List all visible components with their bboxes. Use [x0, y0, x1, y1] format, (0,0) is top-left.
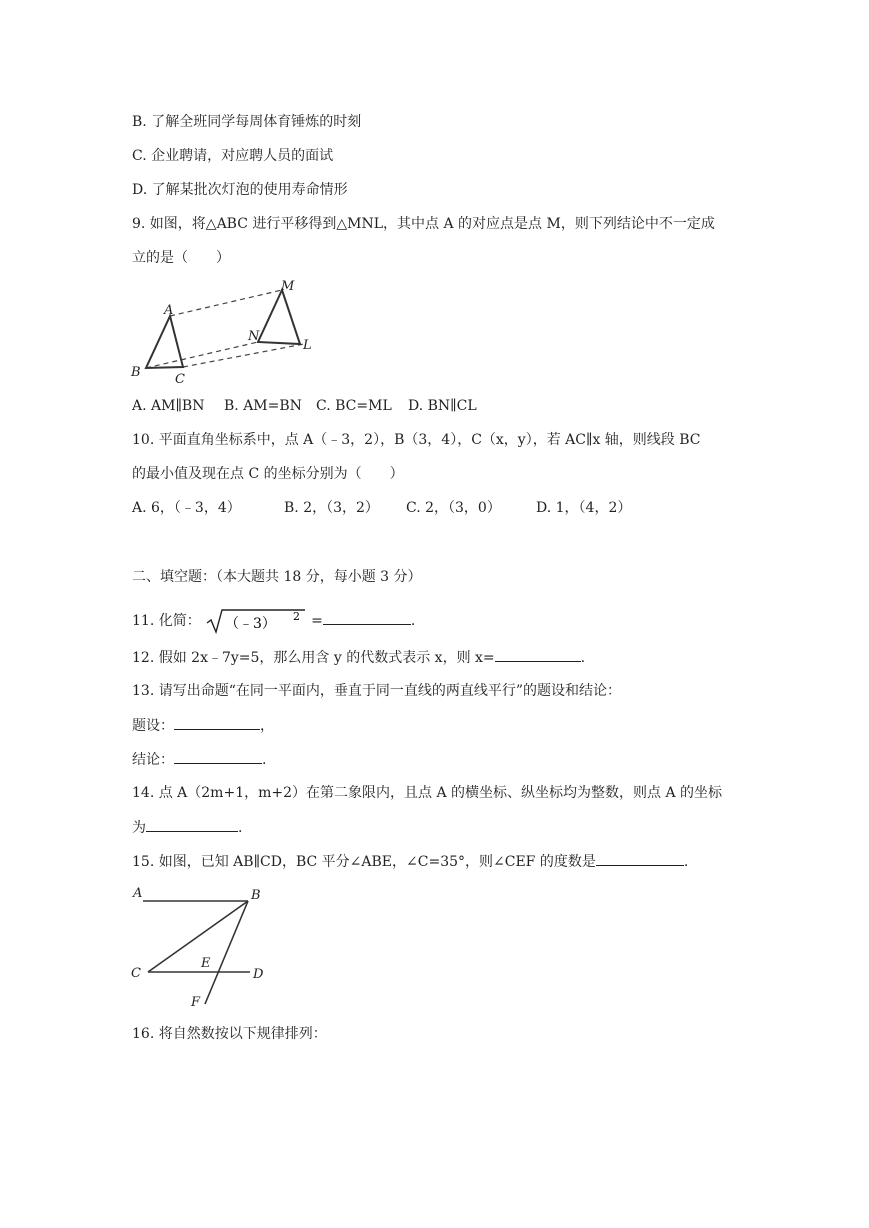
q13-premise [132, 715, 274, 736]
q8-option-c: C. 企业聘请，对应聘人员的面试 [132, 148, 334, 164]
q13-stem: 13. 请写出命题“在同一平面内，垂直于同一直线的两直线平行”的题设和结论： [132, 683, 622, 699]
label-n: N [248, 329, 260, 344]
label-d: D [253, 967, 264, 982]
dashed-line-am [170, 290, 282, 316]
q14-prefix: 为 [132, 820, 146, 836]
label-c: C [175, 372, 185, 387]
radicand: （﹣3） [225, 616, 277, 632]
label-a: A [133, 886, 143, 901]
q14-answer-blank[interactable] [146, 817, 238, 832]
q15-answer-blank[interactable] [596, 851, 684, 866]
q11-prefix: 11. 化简： [132, 613, 201, 629]
q11 [132, 608, 415, 634]
q11-answer-blank[interactable] [323, 610, 411, 625]
q10-option-b: B. 2，（3，2） [284, 500, 379, 516]
q9-option-b: B. AM=BN [224, 398, 302, 414]
q14-stem-line2 [132, 817, 242, 838]
q10-option-a: A. 6，（﹣3，4） [132, 500, 241, 516]
q13-premise-suffix: ， [260, 718, 274, 734]
q12-stem: 12. 假如 2x﹣7y=5，那么用含 y 的代数式表示 x，则 x= [132, 650, 495, 666]
q11-suffix: . [410, 613, 416, 629]
q12 [132, 647, 585, 668]
q16-stem: 16. 将自然数按以下规律排列： [132, 1026, 327, 1042]
q13-conclusion-suffix: . [262, 752, 267, 768]
label-e: E [201, 956, 211, 971]
q10-stem-line1: 10. 平面直角坐标系中，点 A（﹣3，2），B（3，4），C（x，y），若 AC∥x 轴，则线段 BC [132, 432, 701, 448]
q13-conclusion-blank[interactable] [174, 749, 262, 764]
q8-option-b: B. 了解全班同学每周体育锤炼的时刻 [132, 114, 362, 130]
q15-stem: 15. 如图，已知 AB∥CD，BC 平分∠ABE，∠C=35°，则∠CEF 的度数是 [132, 854, 596, 870]
label-l: L [303, 338, 312, 353]
q14-suffix: . [238, 820, 243, 836]
label-b: B [251, 888, 261, 903]
label-m: M [281, 279, 295, 294]
section2-heading: 二、填空题：（本大题共 18 分，每小题 3 分） [132, 569, 422, 585]
q10-option-c: C. 2，（3，0） [406, 500, 501, 516]
label-b: B [131, 365, 141, 380]
q13-conclusion [132, 749, 266, 770]
q9-option-c: C. BC=ML [316, 398, 392, 414]
label-c: C [131, 966, 141, 981]
label-a: A [164, 303, 174, 318]
q12-answer-blank[interactable] [495, 647, 581, 662]
q9-option-d: D. BN∥CL [408, 398, 477, 414]
q12-suffix: . [580, 650, 586, 666]
q15 [132, 851, 688, 872]
q10-option-d: D. 1，（4，2） [536, 500, 632, 516]
q15-suffix: . [683, 854, 689, 870]
q10-options [132, 498, 631, 518]
dashed-line-bn [146, 342, 258, 368]
q9-option-a: A. AM∥BN [132, 398, 205, 414]
q8-option-d: D. 了解某批次灯泡的使用寿命情形 [132, 182, 348, 198]
triangle-abc [146, 316, 183, 368]
q9-options [132, 396, 477, 416]
triangle-mnl [258, 290, 300, 344]
exponent: 2 [293, 610, 301, 623]
label-f: F [191, 995, 201, 1010]
q10-stem-line2: 的最小值及现在点 C 的坐标分别为（ ） [132, 466, 404, 482]
square-root-expression [205, 608, 311, 634]
q15-parallel-lines-figure [128, 882, 268, 1010]
q11-equals: = [311, 613, 323, 629]
q13-conclusion-label: 结论： [132, 752, 174, 768]
q9-translation-figure [128, 276, 318, 388]
q9-stem-line1: 9. 如图，将△ABC 进行平移得到△MNL，其中点 A 的对应点是点 M，则下列结论中不一定成 [132, 216, 715, 232]
q14-stem-line1: 14. 点 A（2m+1，m+2）在第二象限内，且点 A 的横坐标、纵坐标均为整数，则点 A 的坐标 [132, 785, 723, 801]
q9-stem-line2: 立的是（ ） [132, 250, 230, 266]
q13-premise-blank[interactable] [174, 715, 260, 730]
q13-premise-label: 题设： [132, 718, 174, 734]
